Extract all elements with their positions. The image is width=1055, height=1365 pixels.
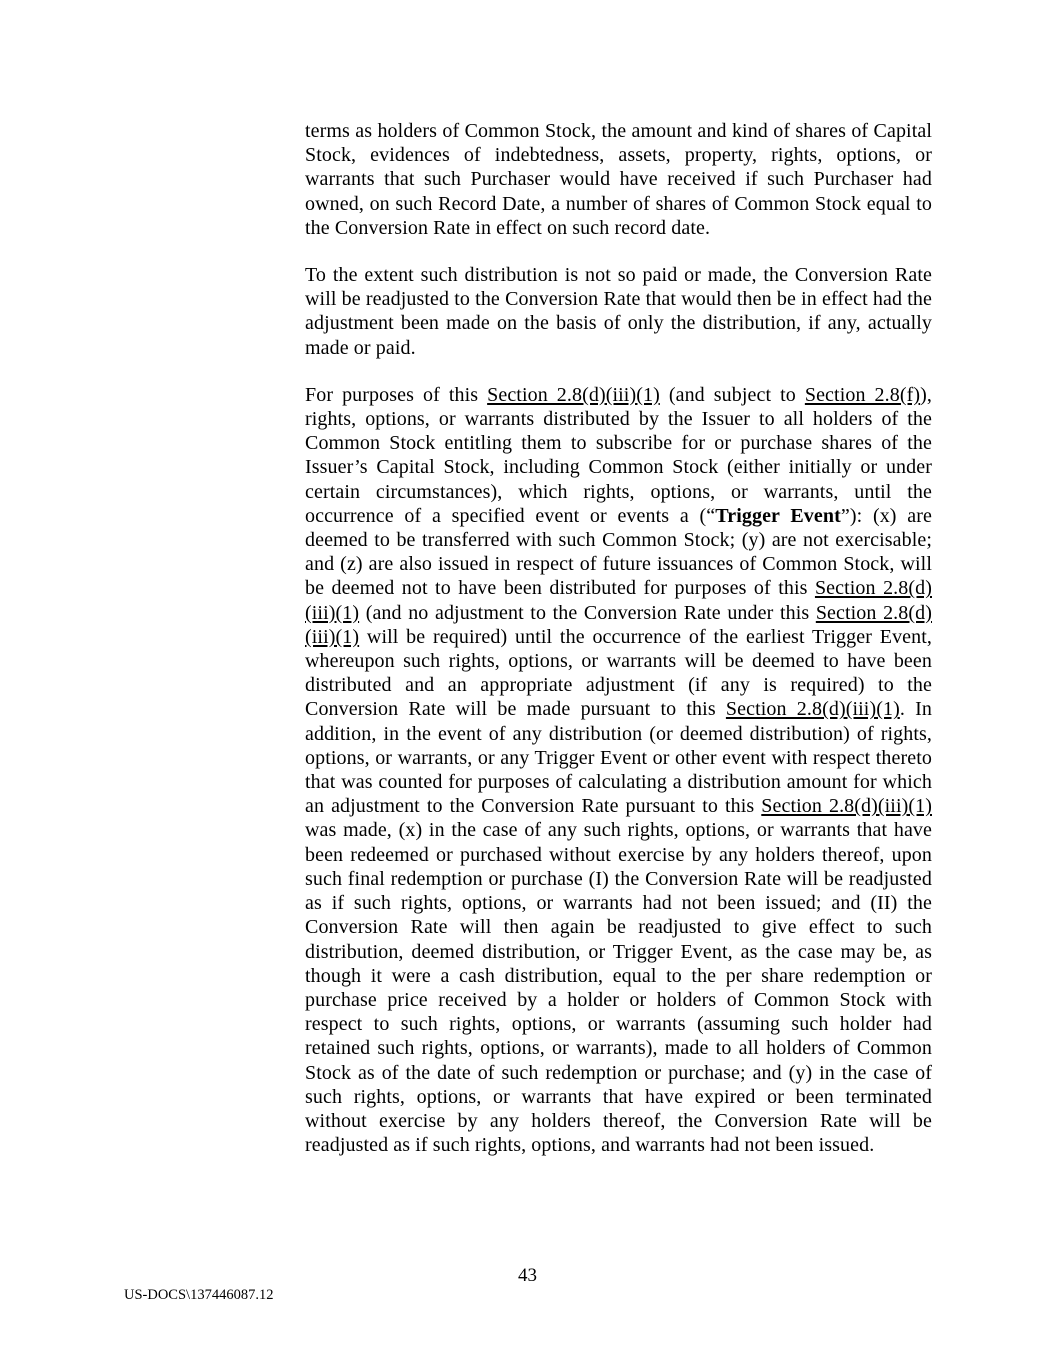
paragraph [305,119,932,240]
section-reference: Section 2.8(f) [804,383,921,406]
document-body [305,119,932,1157]
text-run: To the extent such distribution is not so paid or made, the Conversion Rate will be readjusted to the Conversion Rate that would then be in effect had the adjustment been made on the basis of only the distribution, if any, actually made or paid. [305,264,932,359]
document-id-footer: US-DOCS\137446087.12 [124,1287,274,1303]
paragraph [305,263,932,360]
text-run: . In addition, in the event of any distribution (or deemed distribution) of rights, options, or warrants, or any Trigger Event or other event with respect thereto that was counted for purposes of calculating a distribution amount for which an adjustment to the Conversion Rate pursuant to this [305,698,932,818]
text-run: ”): (x) are deemed to be transferred with such Common Stock; (y) are not exercisable; and (z) are also issued in respect of future issuances of Common Stock, will be deemed not to have been distributed for purposes of this [305,504,932,600]
page-number: 43 [518,1265,537,1286]
section-reference: Section 2.8(d)(iii)(1) [487,383,660,406]
section-reference: Section 2.8(d)(iii)(1) [305,577,932,624]
text-run: terms as holders of Common Stock, the amount and kind of shares of Capital Stock, evidences of indebtedness, assets, property, rights, options, or warrants that such Purchaser would have received if such Purchaser had owned, on such Record Date, a number of shares of Common Stock equal to the Conversion Rate in effect on such record date. [305,120,932,239]
defined-term: Trigger Event [715,504,841,527]
text-run: will be required) until the occurrence of the earliest Trigger Event, whereupon such rights, options, or warrants will be deemed to have been distributed and an appropriate adjustment (if any is required) to the Conversion Rate will be made pursuant to this [305,625,932,721]
section-reference: Section 2.8(d)(iii)(1) [305,601,932,648]
section-reference: Section 2.8(d)(iii)(1) [761,795,932,818]
section-reference: Section 2.8(d)(iii)(1) [725,698,900,721]
text-run: ), rights, options, or warrants distributed by the Issuer to all holders of the Common Stock entitling them to subscribe for or purchase shares of the Issuer’s Capital Stock, including Common Stock (either initially or under certain circumstances), which rights, options, or warrants, until the occurrence of a specified event or events a (“ [305,383,932,527]
text-run: (and no adjustment to the Conversion Rate under this [359,601,816,624]
text-run: (and subject to [659,383,805,406]
paragraph [305,383,932,1158]
text-run: was made, (x) in the case of any such rights, options, or warrants that have been redeemed or purchased without exercise by any holders thereof, upon such final redemption or purchase (I) the Conversion Rate will be readjusted as if such rights, options, or warrants had not been issued; and (II) the Conversion Rate will then again be readjusted to give effect to such distribution, deemed distribution, or Trigger Event, as the case may be, as though it were a cash distribution, equal to the per share redemption or purchase price received by a holder or holders of Common Stock with respect to such rights, options, or warrants (assuming such holder had retained such rights, options, or warrants), made to all holders of Common Stock as of the date of such redemption or purchase; and (y) in the case of such rights, options, or warrants that have expired or been terminated without exercise by any holders thereof, the Conversion Rate will be readjusted as if such rights, options, and warrants had not been issued. [305,819,932,1157]
text-run: For purposes of this [305,383,488,406]
